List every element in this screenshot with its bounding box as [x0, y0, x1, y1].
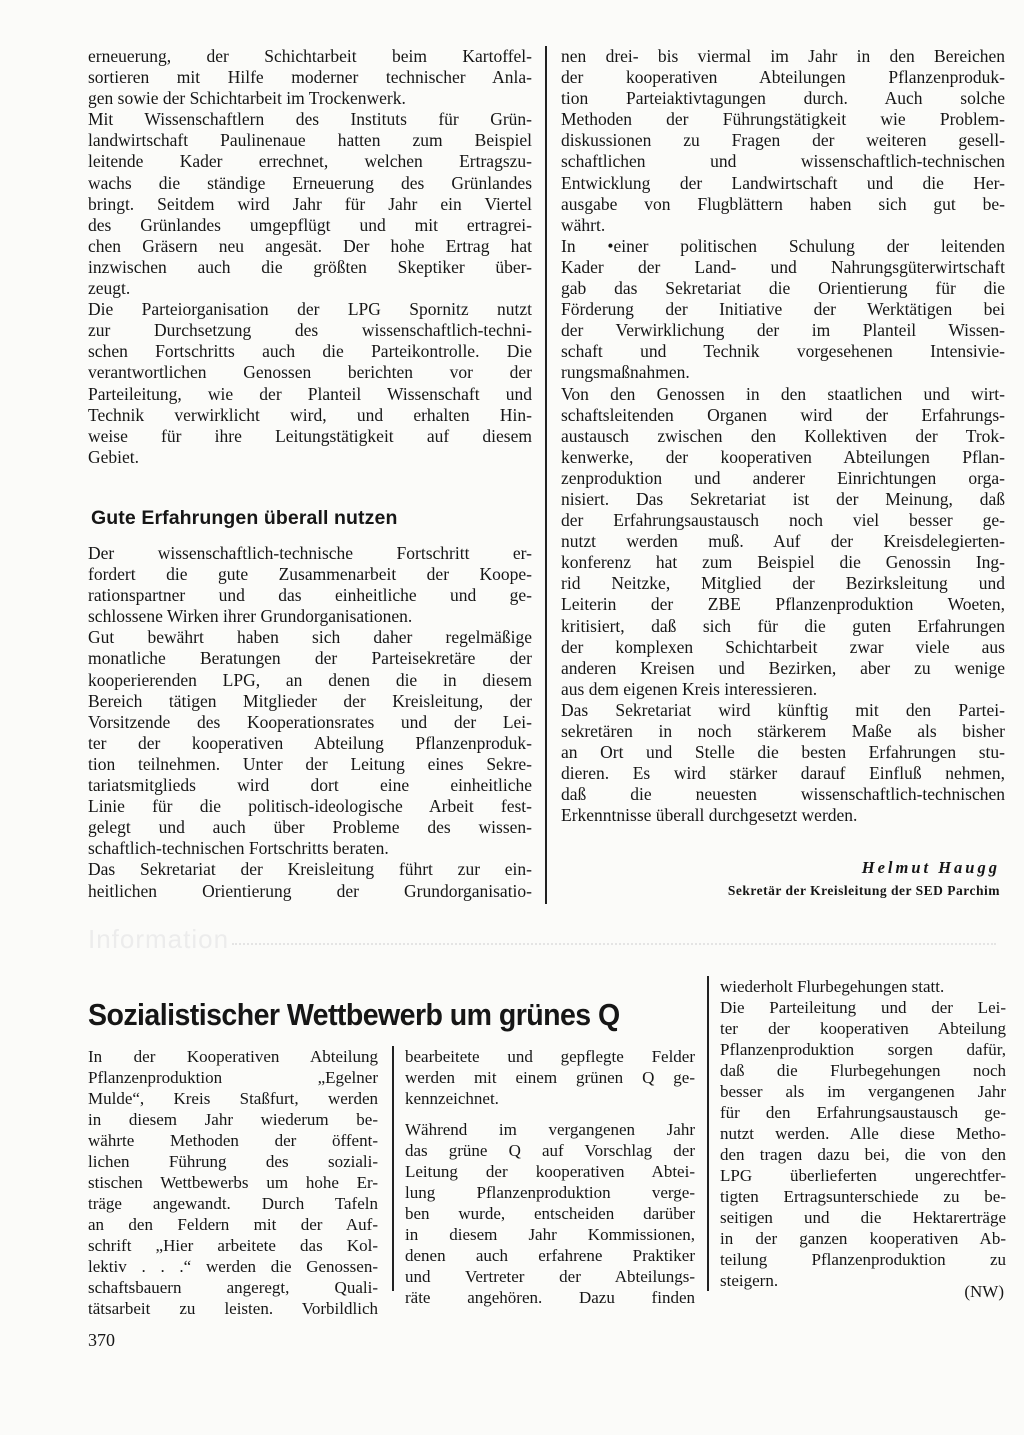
text-line: Leiterin der ZBE Pflanzenproduktion Woeten, [561, 594, 1005, 615]
text-line: der Verwirklichung der im Planteil Wissen- [561, 320, 1005, 341]
text-line: nutzt werden muß. Auf der Kreisdelegierten- [561, 531, 1005, 552]
article2-col3-text [720, 976, 1006, 1291]
text-line: währte Methoden der öffent- [88, 1131, 378, 1150]
text-line: währt. [561, 214, 606, 235]
text-line: zur Durchsetzung des wissenschaftlich-techni- [88, 320, 532, 341]
text-line: tion teilnehmen. Unter der Leitung eines Sekre- [88, 753, 532, 774]
text-line: gab das Sekretariat die Orientierung für die [561, 278, 1005, 299]
text-line: schen Fortschritts auch die Parteikontrolle. Die [88, 341, 532, 362]
text-line: chen Gräsern neu angesät. Der hohe Ertrag hat [88, 235, 532, 256]
text-line: leitende Kader errechnet, welchen Ertragszu- [88, 151, 532, 172]
text-line: Mulde“, Kreis Staßfurt, werden [88, 1089, 378, 1108]
text-line: seitigen und die Hektarerträge [720, 1208, 1006, 1227]
text-line: konferenz hat zum Beispiel die Genossin Ing- [561, 552, 1005, 573]
text-line: des Grünlandes umgepflügt und mit ertragrei- [88, 214, 532, 235]
text-line: ben wurde, entscheiden darüber [405, 1204, 695, 1223]
text-line: In •einer politischen Schulung der leitenden [561, 235, 1005, 256]
text-line: diskussionen zu Fragen der weiteren gesell- [561, 130, 1005, 151]
page-number: 370 [88, 1330, 115, 1350]
text-line: wiederholt Flurbegehungen statt. [720, 977, 945, 996]
text-line: nen drei- bis viermal im Jahr in den Bereichen [561, 46, 1005, 66]
text-line: wachs die ständige Erneuerung des Grünlandes [88, 172, 532, 193]
text-line: lektiv . . .“ werden die Genossen- [88, 1257, 378, 1276]
text-line: kritisiert, daß sich für die guten Erfahrungen [561, 615, 1005, 636]
text-line: zenproduktion und anderer Einrichtungen orga- [561, 467, 1005, 488]
text-line: landwirtschaft Paulinenaue hatten zum Beispiel [88, 130, 532, 151]
text-line: tion Parteiaktivtagungen durch. Auch solche [561, 88, 1005, 109]
text-line: Das Sekretariat der Kreisleitung führt zur ein- [88, 859, 532, 880]
text-line: heitlichen Orientierung der Grundorganisatio- [88, 880, 532, 901]
author-role: Sekretär der Kreisleitung der SED Parchim [727, 883, 1000, 898]
column-divider-bottom-1 [392, 1046, 394, 1291]
text-line: nisiert. Das Sekretariat ist der Meinung, daß [561, 488, 1005, 509]
text-line: Bereich tätigen Mitglieder der Kreisleitung, der [88, 690, 532, 711]
text-line: Während im vergangenen Jahr [405, 1120, 695, 1139]
section-label: Information [88, 924, 230, 954]
text-line: bringt. Seitdem wird Jahr für Jahr ein Viertel [88, 193, 532, 214]
text-line: Der wissenschaftlich-technische Fortschritt er- [88, 543, 532, 563]
text-line: schaftlich-technischen Fortschritts beraten. [88, 838, 389, 859]
text-line: der komplexen Schichtarbeit zwar viele aus [561, 636, 1005, 657]
text-line: schaftsleitenden Organen wird der Erfahrungs- [561, 404, 1005, 425]
article-title: Sozialistischer Wettbewerb um grünes Q [88, 996, 620, 1032]
text-line: stischen Wettbewerbs um hohe Er- [88, 1173, 378, 1192]
text-line: besser als im vergangenen Jahr [720, 1082, 1006, 1101]
text-line: gelegt und auch über Probleme des wissen- [88, 817, 532, 838]
text-line: aus dem eigenen Kreis interessieren. [561, 678, 818, 699]
text-line: sekretären in noch stärkerem Maße als bisher [561, 721, 1005, 741]
text-line: ausgabe von Flugblättern haben sich gut be- [561, 193, 1005, 214]
text-line: der Erfahrungsaustausch noch viel besser ge- [561, 510, 1005, 531]
text-line: kooperierenden LPG, an denen die in diesem [88, 669, 532, 690]
text-line: träge angewandt. Durch Tafeln [88, 1194, 378, 1213]
text-line: schrift „Hier arbeitete das Kol- [88, 1236, 378, 1255]
text-line: Methoden der Führungstätigkeit wie Problem- [561, 109, 1005, 130]
column-divider-top [545, 46, 547, 904]
article2-col2-text-a [405, 1046, 695, 1109]
text-line: Förderung der Initiative der Werktätigen bei [561, 299, 1005, 320]
text-line: daß die neuesten wissenschaftlich-technischen [561, 784, 1005, 805]
text-line: an den Feldern mit der Auf- [88, 1215, 378, 1234]
text-line: Linie für die politisch-ideologische Arbeit fest- [88, 796, 532, 817]
text-line: Pflanzenproduktion sorgen dafür, [720, 1040, 1006, 1059]
text-line: Die Parteileitung und der Lei- [720, 998, 1006, 1017]
text-line: schaftlichen und wissenschaftlich-technischen [561, 151, 1005, 172]
text-line: teilung Pflanzenproduktion zu [720, 1250, 1006, 1269]
text-line: erneuerung, der Schichtarbeit beim Kartoffel- [88, 46, 532, 66]
text-line: Das Sekretariat wird künftig mit den Partei- [561, 699, 1005, 720]
text-line: dieren. Es wird stärker darauf Einfluß nehmen, [561, 763, 1005, 784]
text-line: gen sowie der Schichtarbeit im Trockenwerk. [88, 88, 406, 109]
text-line: für den Erfahrungsaustausch ge- [720, 1103, 1006, 1122]
text-line: Parteileitung, wie der Planteil Wissenschaft und [88, 383, 532, 404]
text-line: der kooperativen Abteilungen Pflanzenproduk- [561, 67, 1005, 88]
article2-column-1 [88, 1046, 378, 1319]
column-divider-bottom-2 [707, 976, 709, 1291]
text-line: monatliche Beratungen der Parteisekretäre der [88, 648, 532, 669]
article2-column-3 [720, 976, 1006, 1291]
text-line: rungsmaßnahmen. [561, 362, 690, 383]
text-line: daß die Flurbegehungen noch [720, 1061, 1006, 1080]
text-line: Erkenntnisse überall durchgesetzt werden. [561, 805, 858, 826]
text-line: Gebiet. [88, 446, 140, 467]
text-line: LPG überlieferten ungerechtfer- [720, 1166, 1006, 1185]
text-line: tigten Ertragsunterschiede zu be- [720, 1187, 1006, 1206]
text-line: schlossene Wirken ihrer Grundorganisationen. [88, 606, 413, 627]
text-line: ter der kooperativen Abteilung [720, 1019, 1006, 1038]
text-line: den tragen dazu bei, die von den [720, 1145, 1006, 1164]
text-line: Leitung der kooperativen Abtei- [405, 1162, 695, 1181]
text-line: schaft und Technik vorgesehenen Intensivie- [561, 341, 1005, 362]
section-rule [232, 943, 996, 945]
text-line: fordert die gute Zusammenarbeit der Koope- [88, 564, 532, 585]
article2-col2-text-b [405, 1119, 695, 1308]
text-line: Technik verwirklicht wird, und erhalten Hin- [88, 404, 532, 425]
text-line: in diesem Jahr wiederum be- [88, 1110, 378, 1129]
text-line: Gut bewährt haben sich daher regelmäßige [88, 627, 532, 648]
text-line: räte angehören. Dazu finden [405, 1288, 695, 1307]
text-line: lung Pflanzenproduktion verge- [405, 1183, 695, 1202]
article1-subsection-text [88, 543, 532, 902]
text-line: Vorsitzende des Kooperationsrates und der Lei- [88, 711, 532, 732]
text-line: und Vertreter der Abteilungs- [405, 1267, 695, 1286]
text-line: Pflanzenproduktion „Egelner [88, 1068, 378, 1087]
text-line: verantwortlichen Genossen berichten vor der [88, 362, 532, 383]
text-line: Kader der Land- und Nahrungsgüterwirtschaft [561, 256, 1005, 277]
text-line: tariatsmitglieds wird dort eine einheitliche [88, 775, 532, 796]
text-line: In der Kooperativen Abteilung [88, 1047, 378, 1066]
text-line: inzwischen auch die größten Skeptiker über- [88, 256, 532, 277]
text-line: Die Parteiorganisation der LPG Spornitz nutzt [88, 299, 532, 320]
text-line: an Ort und Stelle die besten Erfahrungen stu- [561, 742, 1005, 763]
article1-right-column [561, 46, 1005, 826]
article2-column-2 [405, 1046, 695, 1308]
text-line: rid Neitzke, Mitglied der Bezirksleitung und [561, 573, 1005, 594]
subheading: Gute Erfahrungen überall nutzen [91, 507, 398, 529]
text-line: austausch zwischen den Kollektiven der Trok- [561, 425, 1005, 446]
text-line: bearbeitete und gepflegte Felder [405, 1047, 695, 1066]
text-line: denen auch erfahrene Praktiker [405, 1246, 695, 1265]
text-line: Entwicklung der Landwirtschaft und die Her- [561, 172, 1005, 193]
article1-right-text [561, 46, 1005, 826]
text-line: ter der kooperativen Abteilung Pflanzenproduk- [88, 732, 532, 753]
text-line: anderen Kreisen und Bezirken, aber zu wenige [561, 657, 1005, 678]
text-line: schaftsbauern angeregt, Quali- [88, 1278, 378, 1297]
article2-signature: (NW) [964, 1282, 1004, 1301]
text-line: Mit Wissenschaftlern des Instituts für Grün- [88, 109, 532, 130]
author-name: Helmut Haugg [861, 858, 1000, 877]
text-line: sortieren mit Hilfe moderner technischer Anla- [88, 67, 532, 88]
text-line: steigern. [720, 1271, 779, 1290]
text-line: kenwerke, der kooperativen Abteilungen Pflan- [561, 446, 1005, 467]
text-line: tätsarbeit zu leisten. Vorbildlich [88, 1299, 378, 1318]
article1-left-column [88, 46, 532, 468]
text-line: zeugt. [88, 278, 131, 299]
text-line: Von den Genossen in den staatlichen und wirt- [561, 383, 1005, 404]
text-line: das grüne Q auf Vorschlag der [405, 1141, 695, 1160]
text-line: in der ganzen kooperativen Ab- [720, 1229, 1006, 1248]
text-line: in diesem Jahr Kommissionen, [405, 1225, 695, 1244]
text-line: rationspartner und das einheitliche und ge- [88, 585, 532, 606]
text-line: kennzeichnet. [405, 1089, 499, 1108]
article1-left-text [88, 46, 532, 468]
text-line: weise für ihre Leitungstätigkeit auf diesem [88, 425, 532, 446]
article1-subsection [88, 543, 532, 902]
text-line: werden mit einem grünen Q ge- [405, 1068, 695, 1087]
text-line: nutzt werden. Alle diese Metho- [720, 1124, 1006, 1143]
article2-col1-text [88, 1046, 378, 1319]
text-line: lichen Führung des soziali- [88, 1152, 378, 1171]
